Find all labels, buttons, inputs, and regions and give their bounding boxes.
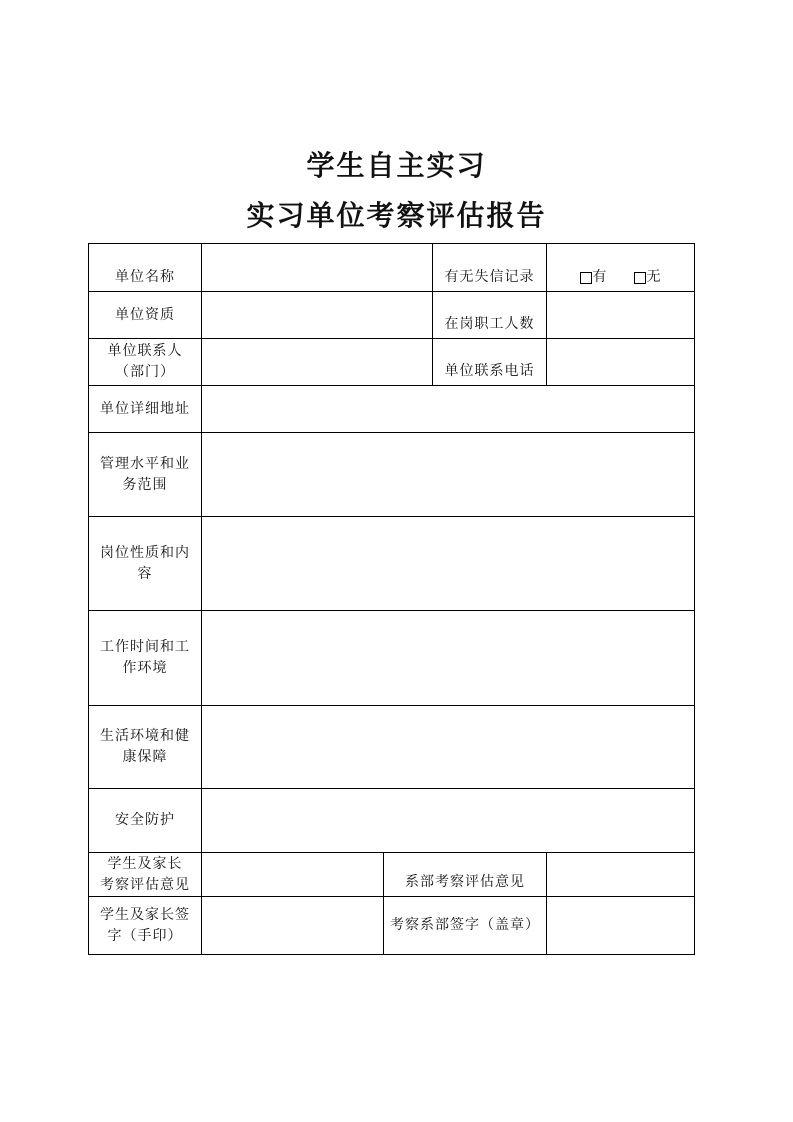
credit-yes-option[interactable] bbox=[580, 267, 608, 288]
student-opinion-label bbox=[89, 853, 201, 896]
living-field[interactable] bbox=[202, 706, 694, 788]
safety-field[interactable] bbox=[202, 789, 694, 852]
student-sign-label-line-2: 字（手印） bbox=[107, 927, 183, 944]
phone-label: 单位联系电话 bbox=[444, 363, 535, 379]
credit-no-option[interactable] bbox=[634, 267, 662, 288]
dept-sign-label: 考察系部签字（盖章） bbox=[390, 917, 540, 933]
dept-sign-field[interactable] bbox=[547, 897, 694, 954]
employee-count-label: 在岗职工人数 bbox=[444, 316, 535, 332]
position-field[interactable] bbox=[202, 517, 694, 610]
unit-name-label: 单位名称 bbox=[115, 269, 175, 285]
credit-record-options bbox=[547, 244, 694, 291]
title-line-2: 实习单位考察评估报告 bbox=[246, 199, 547, 232]
credit-no-label: 无 bbox=[646, 269, 662, 285]
student-opinion-label-line-1: 学生及家长 bbox=[107, 855, 183, 872]
student-sign-label-line-1: 学生及家长签 bbox=[100, 906, 190, 923]
credit-yes-label: 有 bbox=[592, 269, 608, 285]
checkbox-icon[interactable] bbox=[634, 272, 646, 284]
employee-count-field[interactable] bbox=[547, 292, 694, 338]
living-label: 生活环境和健康保障 bbox=[100, 728, 190, 765]
phone-field[interactable] bbox=[547, 339, 694, 385]
worktime-field[interactable] bbox=[202, 611, 694, 705]
position-label: 岗位性质和内容 bbox=[100, 544, 190, 582]
worktime-label: 工作时间和工作环境 bbox=[100, 639, 190, 676]
qualification-field[interactable] bbox=[202, 292, 432, 338]
management-label: 管理水平和业务范围 bbox=[100, 455, 190, 493]
contact-label bbox=[89, 339, 201, 385]
dept-opinion-label: 系部考察评估意见 bbox=[405, 874, 525, 890]
credit-record-label: 有无失信记录 bbox=[444, 269, 535, 285]
checkbox-icon[interactable] bbox=[580, 272, 592, 284]
title-line-1: 学生自主实习 bbox=[306, 149, 487, 182]
dept-opinion-field[interactable] bbox=[547, 853, 694, 896]
student-sign-field[interactable] bbox=[202, 897, 383, 954]
safety-label: 安全防护 bbox=[115, 812, 175, 828]
contact-field[interactable] bbox=[202, 339, 432, 385]
address-label: 单位详细地址 bbox=[100, 400, 190, 417]
student-sign-label bbox=[89, 897, 201, 954]
student-opinion-field[interactable] bbox=[202, 853, 383, 896]
contact-label-line-2: （部门） bbox=[115, 364, 175, 380]
qualification-label: 单位资质 bbox=[115, 306, 175, 323]
unit-name-field[interactable] bbox=[202, 244, 432, 291]
management-field[interactable] bbox=[202, 433, 694, 516]
contact-label-line-1: 单位联系人 bbox=[107, 343, 183, 359]
evaluation-form-table bbox=[88, 243, 695, 955]
address-field[interactable] bbox=[202, 386, 694, 432]
student-opinion-label-line-2: 考察评估意见 bbox=[100, 876, 190, 893]
